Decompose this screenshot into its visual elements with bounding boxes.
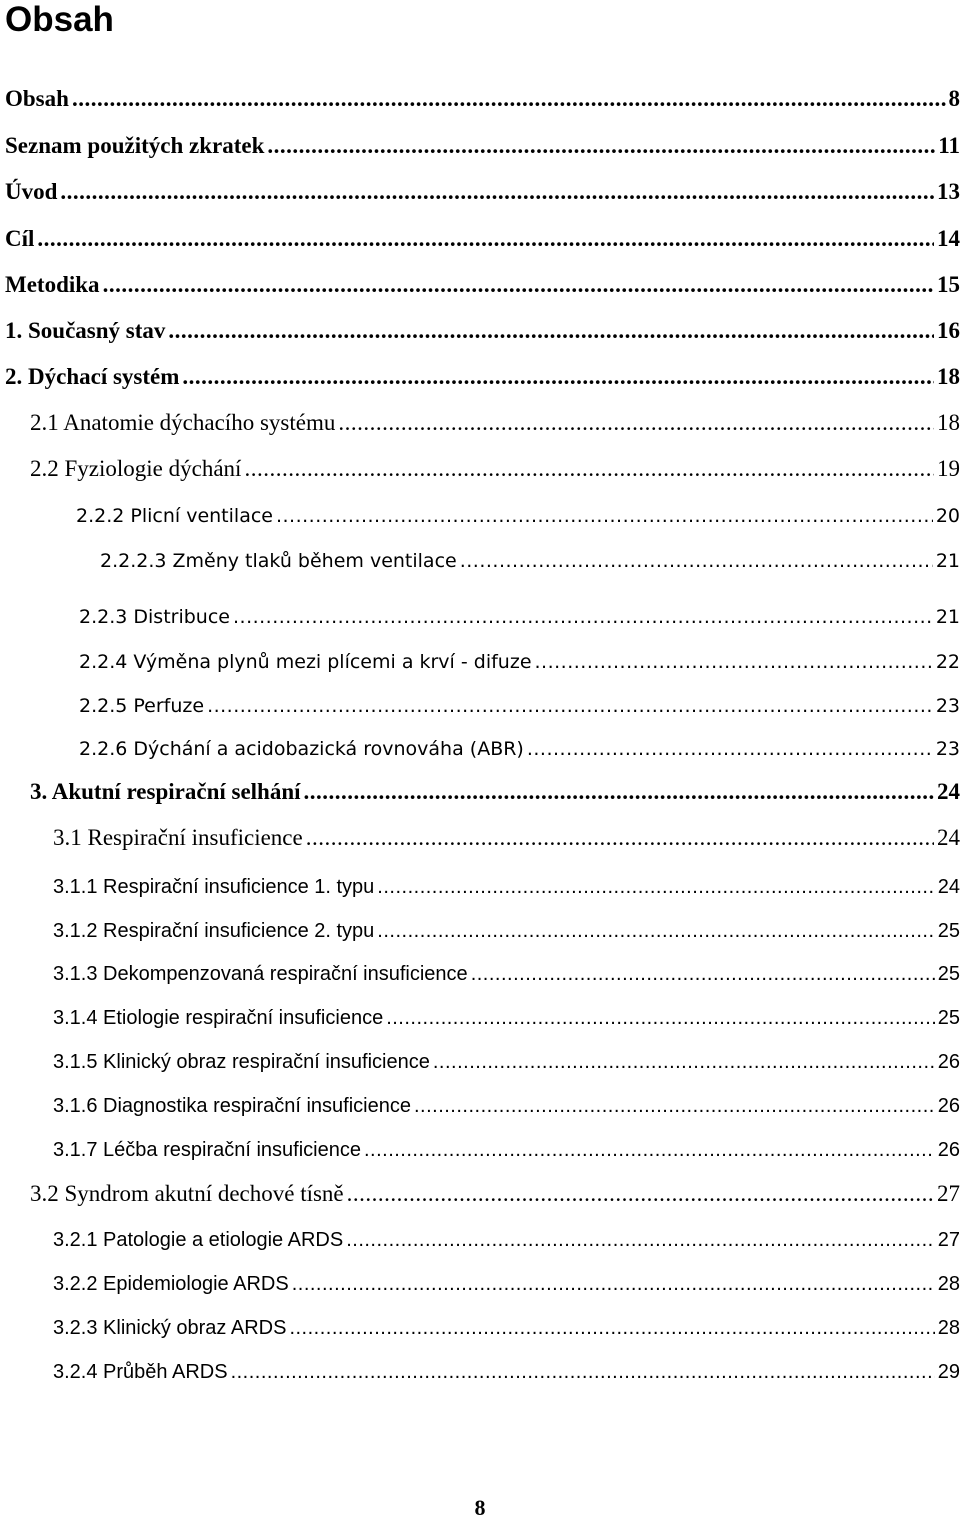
- toc-entry-page: 29: [937, 1361, 960, 1383]
- toc-dot-leader: [527, 737, 933, 761]
- toc-dot-leader: [103, 272, 934, 298]
- toc-entry[interactable]: [53, 998, 960, 1030]
- toc-entry-page: 21: [935, 550, 960, 572]
- toc-entry-page: 24: [937, 825, 960, 850]
- toc-entry-page: 13: [937, 179, 960, 204]
- toc-entry[interactable]: [53, 1130, 960, 1162]
- toc-entry-page: 15: [937, 272, 960, 297]
- toc-entry-page: 21: [935, 606, 960, 628]
- toc-entry[interactable]: [30, 1175, 960, 1207]
- toc-entry-page: 28: [937, 1273, 960, 1295]
- toc-dot-leader: [60, 179, 934, 205]
- toc-entry[interactable]: [5, 127, 960, 159]
- toc-entry[interactable]: [53, 1264, 960, 1296]
- toc-entry-page: 28: [937, 1317, 960, 1339]
- toc-entry[interactable]: [79, 597, 960, 629]
- toc-entry[interactable]: [5, 173, 960, 205]
- toc-entry-title: 3.1.1 Respirační insuficience 1. typu: [53, 876, 375, 898]
- toc-entry-title: 3.2.1 Patologie a etiologie ARDS: [53, 1229, 344, 1251]
- toc-entry-title: Cíl: [5, 226, 35, 251]
- toc-dot-leader: [347, 1181, 934, 1207]
- toc-entry-title: 3.1.2 Respirační insuficience 2. typu: [53, 920, 375, 942]
- toc-entry-page: 26: [937, 1051, 960, 1073]
- toc-dot-leader: [306, 825, 934, 851]
- toc-entry[interactable]: [53, 1352, 960, 1384]
- toc-entry[interactable]: [76, 496, 960, 528]
- toc-entry-page: 25: [937, 963, 960, 985]
- toc-entry-page: 19: [937, 456, 960, 481]
- toc-dot-leader: [276, 504, 933, 528]
- toc-entry[interactable]: [53, 819, 960, 851]
- toc-entry-title: 2.2.5 Perfuze: [79, 695, 205, 717]
- toc-entry[interactable]: [5, 358, 960, 390]
- toc-entry[interactable]: [53, 1308, 960, 1340]
- toc-dot-leader: [207, 694, 933, 718]
- toc-entry[interactable]: [53, 867, 960, 899]
- toc-entry-page: 25: [937, 1007, 960, 1029]
- toc-entry-title: 2.2.3 Distribuce: [79, 606, 230, 628]
- toc-entry-page: 27: [937, 1181, 960, 1206]
- toc-dot-leader: [37, 226, 934, 252]
- toc-entry[interactable]: [30, 450, 960, 482]
- toc-entry-title: 2. Dýchací systém: [5, 364, 180, 389]
- toc-dot-leader: [414, 1094, 935, 1118]
- toc-dot-leader: [377, 919, 934, 943]
- toc-entry-page: 22: [935, 651, 960, 673]
- toc-dot-leader: [231, 1360, 935, 1384]
- toc-entry-title: Úvod: [5, 179, 58, 204]
- toc-dot-leader: [460, 549, 933, 573]
- toc-entry[interactable]: [30, 773, 960, 805]
- toc-entry[interactable]: [53, 954, 960, 986]
- toc-entry[interactable]: [53, 1042, 960, 1074]
- toc-entry[interactable]: [5, 80, 960, 112]
- toc-dot-leader: [471, 962, 935, 986]
- toc-dot-leader: [289, 1316, 934, 1340]
- toc-entry-title: 2.2 Fyziologie dýchání: [30, 456, 242, 481]
- toc-entry-title: 2.2.2.3 Změny tlaků během ventilace: [100, 550, 457, 572]
- toc-entry-title: 3.1.5 Klinický obraz respirační insuficience: [53, 1051, 430, 1073]
- toc-entry-page: 26: [937, 1139, 960, 1161]
- toc-entry-title: 1. Současný stav: [5, 318, 166, 343]
- toc-entry-page: 24: [937, 876, 960, 898]
- toc-dot-leader: [182, 364, 934, 390]
- toc-entry-title: 3.2.3 Klinický obraz ARDS: [53, 1317, 287, 1339]
- toc-dot-leader: [346, 1228, 935, 1252]
- toc-dot-leader: [535, 650, 933, 674]
- toc-entry[interactable]: [79, 642, 960, 674]
- toc-entry-title: 3. Akutní respirační selhání: [30, 779, 301, 804]
- toc-dot-leader: [304, 779, 934, 805]
- toc-entry[interactable]: [53, 1086, 960, 1118]
- toc-dot-leader: [377, 875, 934, 899]
- toc-entry-title: Metodika: [5, 272, 100, 297]
- toc-entry-page: 27: [937, 1229, 960, 1251]
- toc-dot-leader: [168, 318, 934, 344]
- toc-entry-page: 18: [937, 410, 960, 435]
- toc-entry[interactable]: [30, 404, 960, 436]
- toc-entry-page: 18: [937, 364, 960, 389]
- toc-entry-page: 16: [937, 318, 960, 343]
- toc-dot-leader: [267, 133, 935, 159]
- toc-entry[interactable]: [53, 1220, 960, 1252]
- page-number: 8: [474, 1495, 486, 1520]
- toc-dot-leader: [433, 1050, 935, 1074]
- toc-entry-title: 3.1.6 Diagnostika respirační insuficience: [53, 1095, 411, 1117]
- toc-dot-leader: [292, 1272, 935, 1296]
- toc-entry-title: 3.1.4 Etiologie respirační insuficience: [53, 1007, 384, 1029]
- toc-entry-page: 25: [937, 920, 960, 942]
- toc-entry-title: 2.1 Anatomie dýchacího systému: [30, 410, 336, 435]
- toc-entry-title: 3.2 Syndrom akutní dechové tísně: [30, 1181, 344, 1206]
- toc-dot-leader: [72, 86, 946, 112]
- toc-entry-title: 3.2.4 Průběh ARDS: [53, 1361, 228, 1383]
- toc-dot-leader: [386, 1006, 935, 1030]
- toc-entry-title: 3.1.7 Léčba respirační insuficience: [53, 1139, 361, 1161]
- toc-entry-page: 20: [935, 505, 960, 527]
- toc-entry-page: 8: [948, 86, 960, 111]
- toc-entry-title: Seznam použitých zkratek: [5, 133, 265, 158]
- toc-entry-page: 23: [935, 695, 960, 717]
- toc-dot-leader: [338, 410, 934, 436]
- toc-entry-page: 26: [937, 1095, 960, 1117]
- toc-entry-page: 24: [937, 779, 960, 804]
- toc-entry-title: Obsah: [5, 86, 69, 111]
- toc-entry[interactable]: [100, 541, 960, 573]
- toc-entry-title: 2.2.6 Dýchání a acidobazická rovnováha (ABR): [79, 738, 524, 760]
- toc-entry[interactable]: [79, 686, 960, 718]
- toc-dot-leader: [364, 1138, 935, 1162]
- toc-entry-title: 2.2.4 Výměna plynů mezi plícemi a krví - difuze: [79, 651, 532, 673]
- toc-dot-leader: [244, 456, 934, 482]
- toc-entry[interactable]: [5, 266, 960, 298]
- toc-entry[interactable]: [79, 729, 960, 761]
- toc-entry-page: 11: [938, 133, 960, 158]
- toc-entry[interactable]: [5, 312, 960, 344]
- toc-dot-leader: [233, 605, 933, 629]
- toc-entry-page: 14: [937, 226, 960, 251]
- page-title: Obsah: [5, 0, 114, 39]
- toc-entry-title: 3.1.3 Dekompenzovaná respirační insuficience: [53, 963, 468, 985]
- toc-entry[interactable]: [5, 220, 960, 252]
- toc-entry-page: 23: [935, 738, 960, 760]
- toc-entry-title: 2.2.2 Plicní ventilace: [76, 505, 273, 527]
- toc-entry-title: 3.1 Respirační insuficience: [53, 825, 303, 850]
- toc-entry-title: 3.2.2 Epidemiologie ARDS: [53, 1273, 289, 1295]
- toc-entry[interactable]: [53, 911, 960, 943]
